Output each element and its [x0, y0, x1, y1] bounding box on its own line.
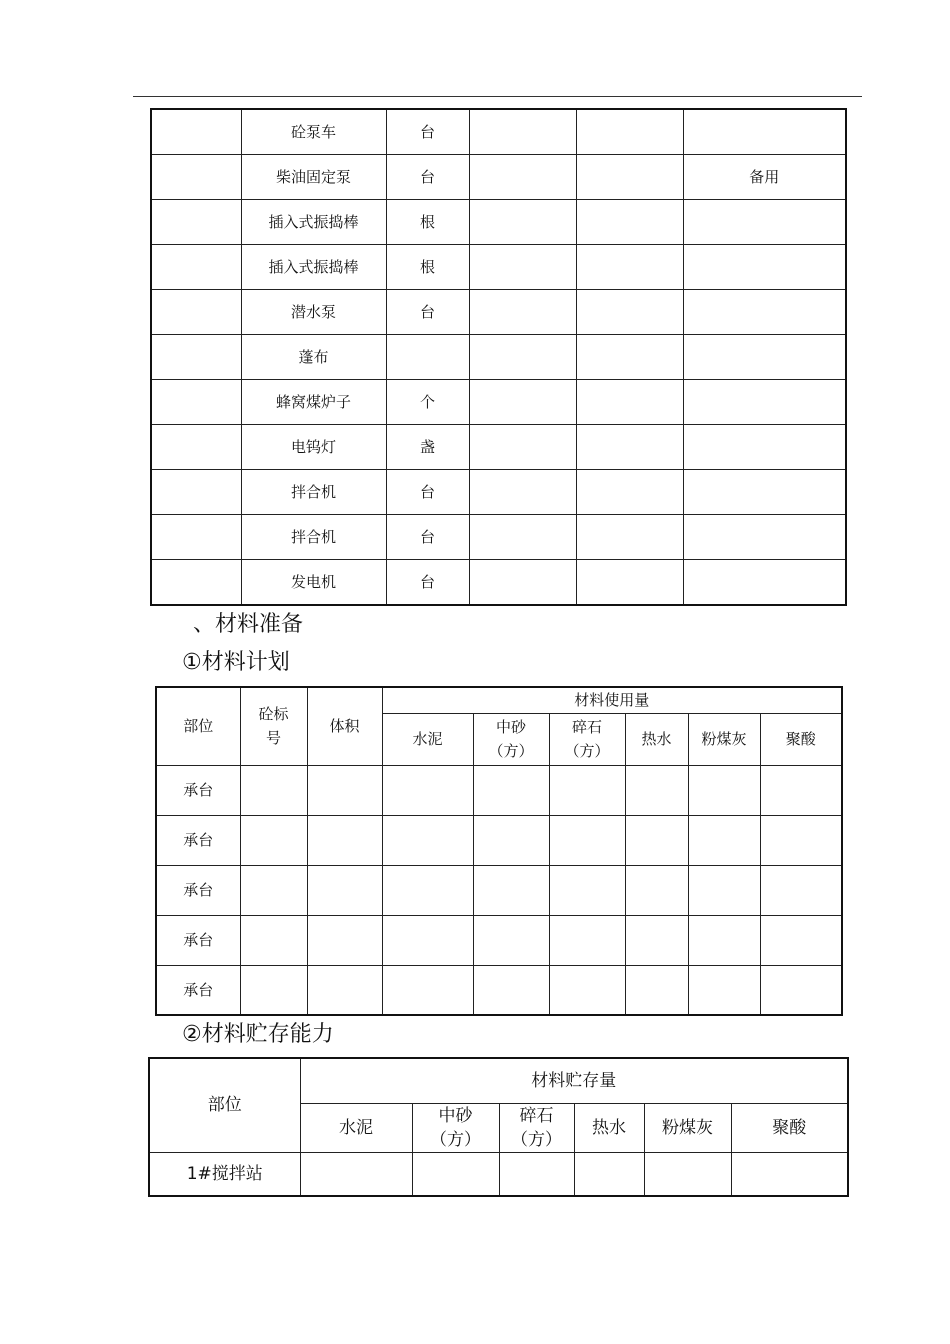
equipment-name: 电钨灯 [241, 425, 386, 470]
header-gravel: 碎石 （方） [499, 1103, 574, 1152]
table-row [151, 109, 846, 155]
equipment-unit: 台 [386, 515, 469, 560]
section-heading-materials: 、材料准备 [193, 612, 304, 637]
header-fly-ash: 粉煤灰 [644, 1103, 731, 1152]
equipment-name: 蓬布 [241, 335, 386, 380]
row-part: 承台 [156, 965, 240, 1015]
equipment-note [683, 245, 846, 290]
header-concrete-grade: 砼标 号 [240, 687, 307, 765]
table-row [156, 965, 842, 1015]
equipment-note [683, 560, 846, 606]
header-admixture: 聚酸 [760, 713, 842, 765]
header-part: 部位 [156, 687, 240, 765]
equipment-note [683, 425, 846, 470]
equipment-name: 插入式振捣棒 [241, 200, 386, 245]
table-row [151, 245, 846, 290]
equipment-note [683, 290, 846, 335]
table-row [151, 200, 846, 245]
equipment-unit: 根 [386, 245, 469, 290]
equipment-unit: 台 [386, 470, 469, 515]
equipment-unit: 盏 [386, 425, 469, 470]
equipment-unit: 台 [386, 290, 469, 335]
equipment-note [683, 335, 846, 380]
header-material-usage: 材料使用量 [382, 687, 842, 713]
equipment-name: 柴油固定泵 [241, 155, 386, 200]
header-admixture: 聚酸 [731, 1103, 848, 1152]
table-row [156, 815, 842, 865]
equipment-name: 砼泵车 [241, 109, 386, 155]
equipment-unit [386, 335, 469, 380]
equipment-note [683, 109, 846, 155]
material-plan-table [155, 686, 843, 1016]
table-row [151, 425, 846, 470]
header-fly-ash: 粉煤灰 [688, 713, 760, 765]
header-part: 部位 [149, 1058, 300, 1152]
equipment-name: 拌合机 [241, 470, 386, 515]
equipment-table [150, 108, 847, 606]
equipment-unit: 台 [386, 109, 469, 155]
header-hot-water: 热水 [574, 1103, 644, 1152]
equipment-note [683, 515, 846, 560]
table-row [151, 290, 846, 335]
equipment-name: 潜水泵 [241, 290, 386, 335]
row-part: 承台 [156, 815, 240, 865]
table-row [149, 1152, 848, 1196]
equipment-unit: 根 [386, 200, 469, 245]
equipment-note [683, 200, 846, 245]
equipment-name: 插入式振捣棒 [241, 245, 386, 290]
table-row [151, 560, 846, 606]
row-part: 承台 [156, 765, 240, 815]
header-medium-sand: 中砂 （方） [473, 713, 549, 765]
table-row [151, 470, 846, 515]
equipment-note: 备用 [683, 155, 846, 200]
table-row [151, 380, 846, 425]
header-medium-sand: 中砂 （方） [412, 1103, 499, 1152]
equipment-name: 拌合机 [241, 515, 386, 560]
material-storage-title: ②材料贮存能力 [182, 1022, 334, 1047]
material-plan-title: ①材料计划 [182, 650, 290, 675]
material-storage-table [148, 1057, 849, 1197]
header-rule [133, 96, 862, 97]
table-row [156, 915, 842, 965]
table-row [151, 515, 846, 560]
equipment-note [683, 470, 846, 515]
equipment-note [683, 380, 846, 425]
equipment-unit: 台 [386, 155, 469, 200]
table-row [151, 155, 846, 200]
header-gravel: 碎石 （方） [549, 713, 625, 765]
table-row [151, 335, 846, 380]
equipment-name: 发电机 [241, 560, 386, 606]
row-part: 承台 [156, 865, 240, 915]
row-part: 承台 [156, 915, 240, 965]
header-volume: 体积 [307, 687, 382, 765]
table-row [156, 765, 842, 815]
header-cement: 水泥 [382, 713, 473, 765]
header-cement: 水泥 [300, 1103, 412, 1152]
equipment-name: 蜂窝煤炉子 [241, 380, 386, 425]
header-hot-water: 热水 [625, 713, 688, 765]
header-material-storage: 材料贮存量 [300, 1058, 848, 1103]
equipment-unit: 个 [386, 380, 469, 425]
table-row [156, 865, 842, 915]
row-part: 1#搅拌站 [149, 1152, 300, 1196]
equipment-unit: 台 [386, 560, 469, 606]
